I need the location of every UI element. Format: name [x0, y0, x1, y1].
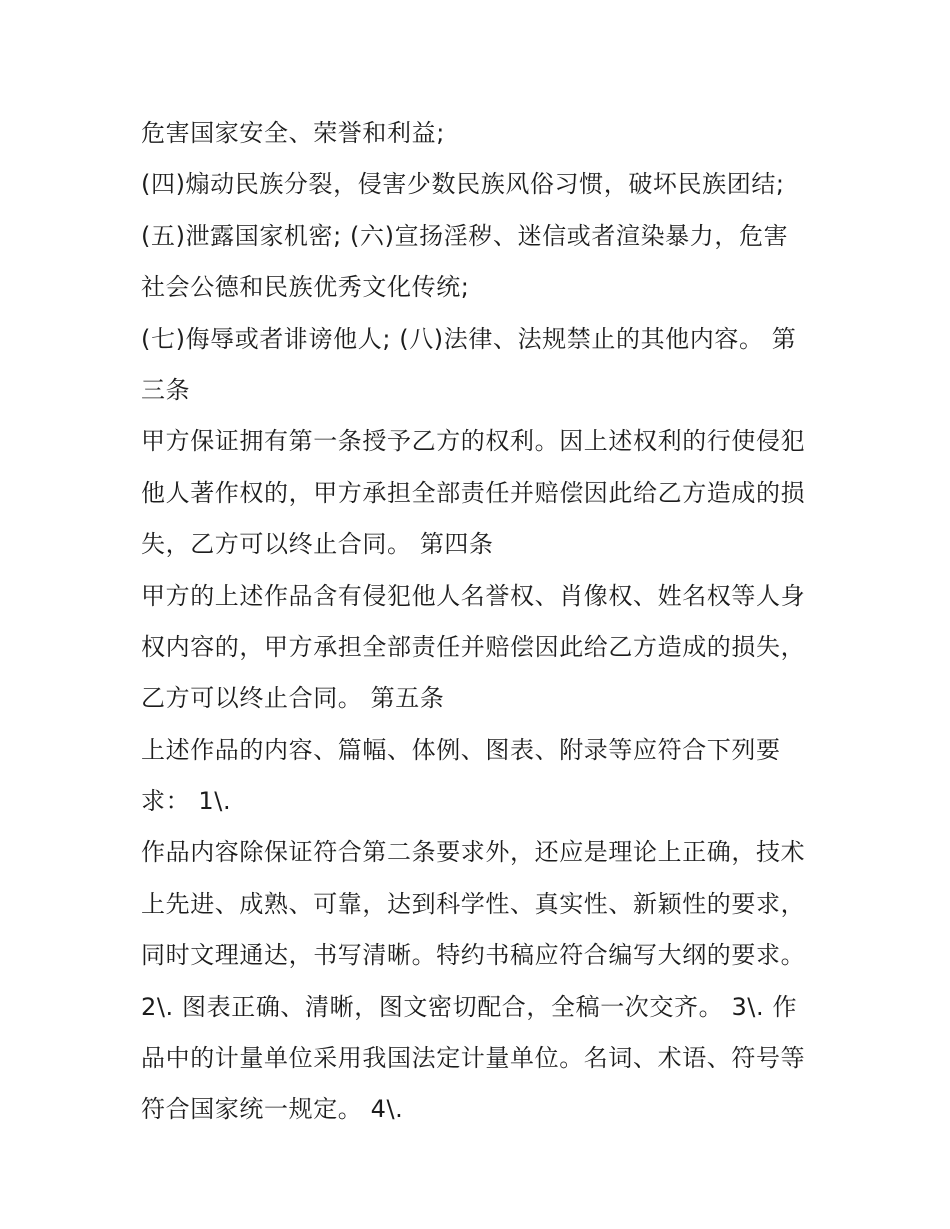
text-line: 品中的计量单位采用我国法定计量单位。名词、术语、符号等 [141, 1044, 806, 1073]
text-line: 社会公德和民族优秀文化传统; [141, 273, 470, 302]
text-line: 作品内容除保证符合第二条要求外，还应是理论上正确，技术 [141, 838, 806, 867]
text-line: (五)泄露国家机密; (六)宣扬淫秽、迷信或者渲染暴力，危害 [141, 221, 789, 250]
text-line: 上先进、成熟、可靠，达到科学性、真实性、新颖性的要求， [141, 889, 806, 918]
text-line: 同时文理通达，书写清晰。特约书稿应符合编写大纲的要求。 [141, 941, 806, 970]
text-line: 上述作品的内容、篇幅、体例、图表、附录等应符合下列要 [141, 735, 781, 764]
text-line: 失，乙方可以终止合同。 第四条 [141, 530, 494, 559]
text-line: 他人著作权的，甲方承担全部责任并赔偿因此给乙方造成的损 [141, 478, 806, 507]
text-line: 甲方的上述作品含有侵犯他人名誉权、肖像权、姓名权等人身 [141, 581, 806, 610]
text-line: 危害国家安全、荣誉和利益; [141, 119, 445, 147]
text-line: 甲方保证拥有第一条授予乙方的权利。因上述权利的行使侵犯 [141, 427, 806, 456]
text-line: (四)煽动民族分裂，侵害少数民族风俗习惯，破坏民族团结; [141, 170, 785, 199]
text-line: 2\. 图表正确、清晰，图文密切配合，全稿一次交齐。 3\. 作 [141, 992, 798, 1021]
text-line: 乙方可以终止合同。 第五条 [141, 684, 445, 713]
document-body [141, 108, 821, 1136]
text-line: 三条 [141, 375, 191, 404]
text-line: (七)侮辱或者诽谤他人; (八)法律、法规禁止的其他内容。 第 [141, 324, 797, 353]
text-line: 权内容的，甲方承担全部责任并赔偿因此给乙方造成的损失， [141, 632, 806, 661]
text-line: 符合国家统一规定。 4\. [141, 1095, 404, 1124]
text-line: 求： 1\. [141, 787, 232, 816]
